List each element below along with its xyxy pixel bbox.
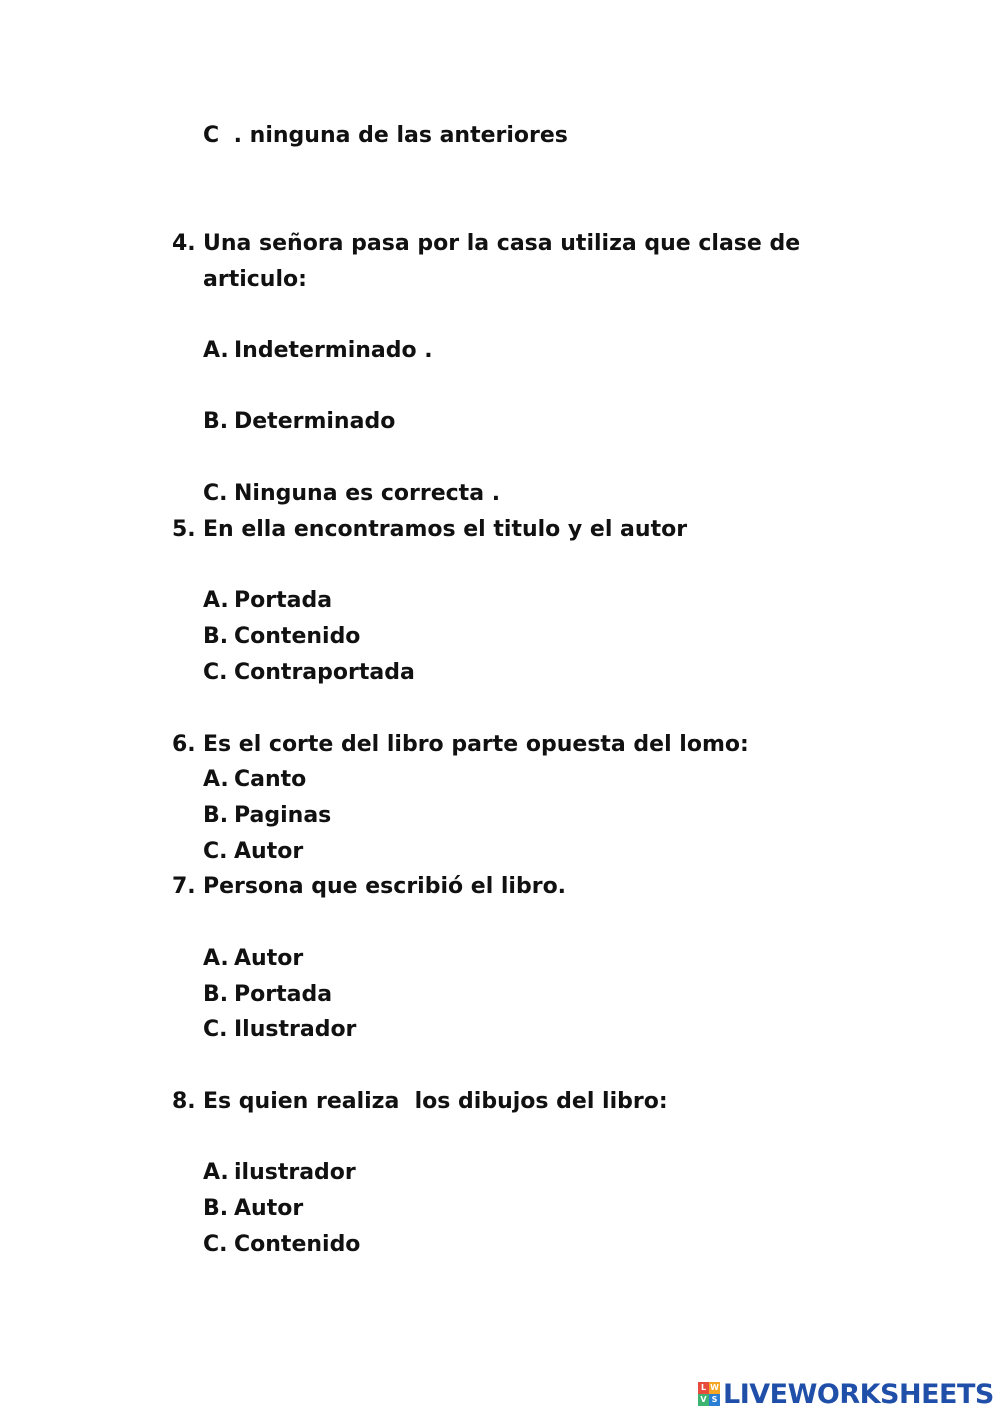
option-text: . ninguna de las anteriores <box>226 123 568 148</box>
option-text: Autor <box>234 839 304 864</box>
option-letter: B. <box>203 409 229 434</box>
question-text: Es el corte del libro parte opuesta del lomo: <box>203 732 749 757</box>
question-text: Persona que escribió el libro. <box>203 874 567 899</box>
option-letter: B. <box>203 624 229 649</box>
option-text: Indeterminado . <box>234 338 433 363</box>
question-number: 7. <box>172 874 196 899</box>
option-text: Autor <box>234 1196 304 1221</box>
option-letter: C. <box>203 839 228 864</box>
option-letter: C. <box>203 660 228 685</box>
logo-mark-cell: L <box>698 1382 709 1394</box>
option-text: Autor <box>234 946 304 971</box>
question-number: 5. <box>172 517 196 542</box>
question-text: Es quien realiza los dibujos del libro: <box>203 1089 668 1114</box>
option-text: ilustrador <box>234 1160 356 1185</box>
option-letter: A. <box>203 1160 229 1185</box>
option-letter: A. <box>203 946 229 971</box>
logo-mark-cell: W <box>710 1383 719 1392</box>
option-text: Contraportada <box>234 660 415 685</box>
option-letter: B. <box>203 1196 229 1221</box>
option-text: Portada <box>234 588 333 613</box>
logo-text: LIVEWORKSHEETS <box>723 1378 994 1410</box>
question-text: Una señora pasa por la casa utiliza que clase de <box>203 231 801 256</box>
logo-mark-cell: S <box>709 1394 720 1406</box>
option-letter: C. <box>203 1017 228 1042</box>
option-text: Ilustrador <box>234 1017 357 1042</box>
option-letter: C <box>203 123 220 148</box>
question-number: 4. <box>172 231 196 256</box>
option-letter: B. <box>203 803 229 828</box>
question-number: 8. <box>172 1089 196 1114</box>
option-text: Determinado <box>234 409 396 434</box>
option-letter: A. <box>203 338 229 363</box>
option-letter: A. <box>203 767 229 792</box>
logo-mark-cell: V <box>698 1394 709 1406</box>
question-text: En ella encontramos el titulo y el autor <box>203 517 688 542</box>
option-text: Ninguna es correcta . <box>234 481 501 506</box>
option-letter: C. <box>203 481 228 506</box>
question-number: 6. <box>172 732 196 757</box>
option-text: Contenido <box>234 624 361 649</box>
option-letter: C. <box>203 1232 228 1257</box>
liveworksheets-logo <box>698 1378 994 1410</box>
option-letter: A. <box>203 588 229 613</box>
liveworksheets-mark-icon <box>698 1382 720 1406</box>
question-text: articulo: <box>203 267 307 292</box>
option-text: Portada <box>234 982 333 1007</box>
option-text: Paginas <box>234 803 332 828</box>
option-text: Canto <box>234 767 307 792</box>
option-text: Contenido <box>234 1232 361 1257</box>
option-letter: B. <box>203 982 229 1007</box>
